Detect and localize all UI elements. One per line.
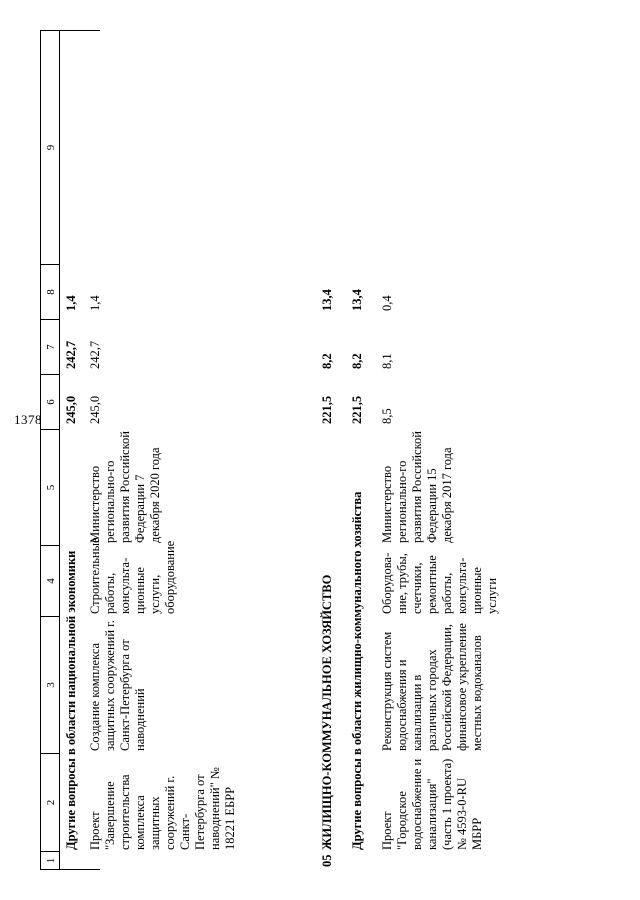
sub-total-c8: 13,4 (350, 289, 364, 311)
table-header-row (40, 30, 60, 870)
section-title-housing: ЖИЛИЩНО-КОММУНАЛЬНОЕ ХОЗЯЙСТВО (320, 574, 334, 850)
col-header-1: 1 (40, 851, 60, 870)
housing-total-c7: 8,2 (320, 353, 334, 369)
section-title-national-economy: Другие вопросы в области национальной экономики (64, 550, 78, 850)
project-purpose-housing: Реконструкция систем водоснабжения и канализации в различных городах Российской Федерации, финансовое укрепление местных водоканалов (380, 623, 484, 751)
housing-row-c7: 8,1 (380, 353, 394, 369)
housing-row-c8: 0,4 (380, 295, 394, 311)
table-border-left (60, 869, 100, 870)
project-works-housing: Оборудова-ние, трубы, счетчики, ремонтные работы, консульта-ционные услуги (380, 552, 499, 614)
housing-total-c8: 13,4 (320, 289, 334, 311)
col-header-8: 8 (40, 264, 60, 319)
project-executor: Министерство регионально-го развития Российской Федерации 7 декабря 2020 года (88, 431, 162, 543)
total-c7: 242,7 (64, 340, 78, 369)
housing-row-c6: 8,5 (380, 408, 394, 424)
col-header-5: 5 (40, 429, 60, 545)
col-header-7: 7 (40, 319, 60, 374)
col-header-2: 2 (40, 753, 60, 851)
row-c8: 1,4 (88, 295, 102, 311)
sub-total-c7: 8,2 (350, 353, 364, 369)
total-c6: 245,0 (64, 395, 78, 424)
housing-total-c6: 221,5 (320, 395, 334, 424)
project-name: Проект "Завершение строительства комплекса защитных сооружений г. Санкт-Петербурга от наводнений" № 18221 ЕБРР (88, 767, 237, 850)
table-border-right (60, 30, 100, 31)
subsection-title-housing: Другие вопросы в области жилищно-коммунального хозяйства (350, 491, 364, 850)
page-number: 1378 (14, 412, 42, 427)
project-executor-housing: Министерство регионально-го развития Российской Федерации 15 декабря 2017 года (380, 431, 454, 543)
col-header-4: 4 (40, 545, 60, 616)
total-c8: 1,4 (64, 295, 78, 311)
table-sheet (40, 30, 620, 870)
col-header-3: 3 (40, 616, 60, 753)
row-c6: 245,0 (88, 395, 102, 424)
row-c7: 242,7 (88, 340, 102, 369)
col-header-6: 6 (40, 374, 60, 429)
section-code: 05 (320, 854, 334, 867)
project-name-housing: Проект "Городское водоснабжение и канализация" (часть 1 проекта) № 4593-0-RU МБРР (380, 758, 484, 850)
sub-total-c6: 221,5 (350, 395, 364, 424)
project-purpose: Создание комплекса защитных сооружений г. Санкт-Петербурга от наводнений (88, 620, 147, 751)
project-works: Строительные работы, консульта-ционные услуги, оборудование (88, 537, 177, 614)
col-header-9: 9 (40, 30, 60, 264)
